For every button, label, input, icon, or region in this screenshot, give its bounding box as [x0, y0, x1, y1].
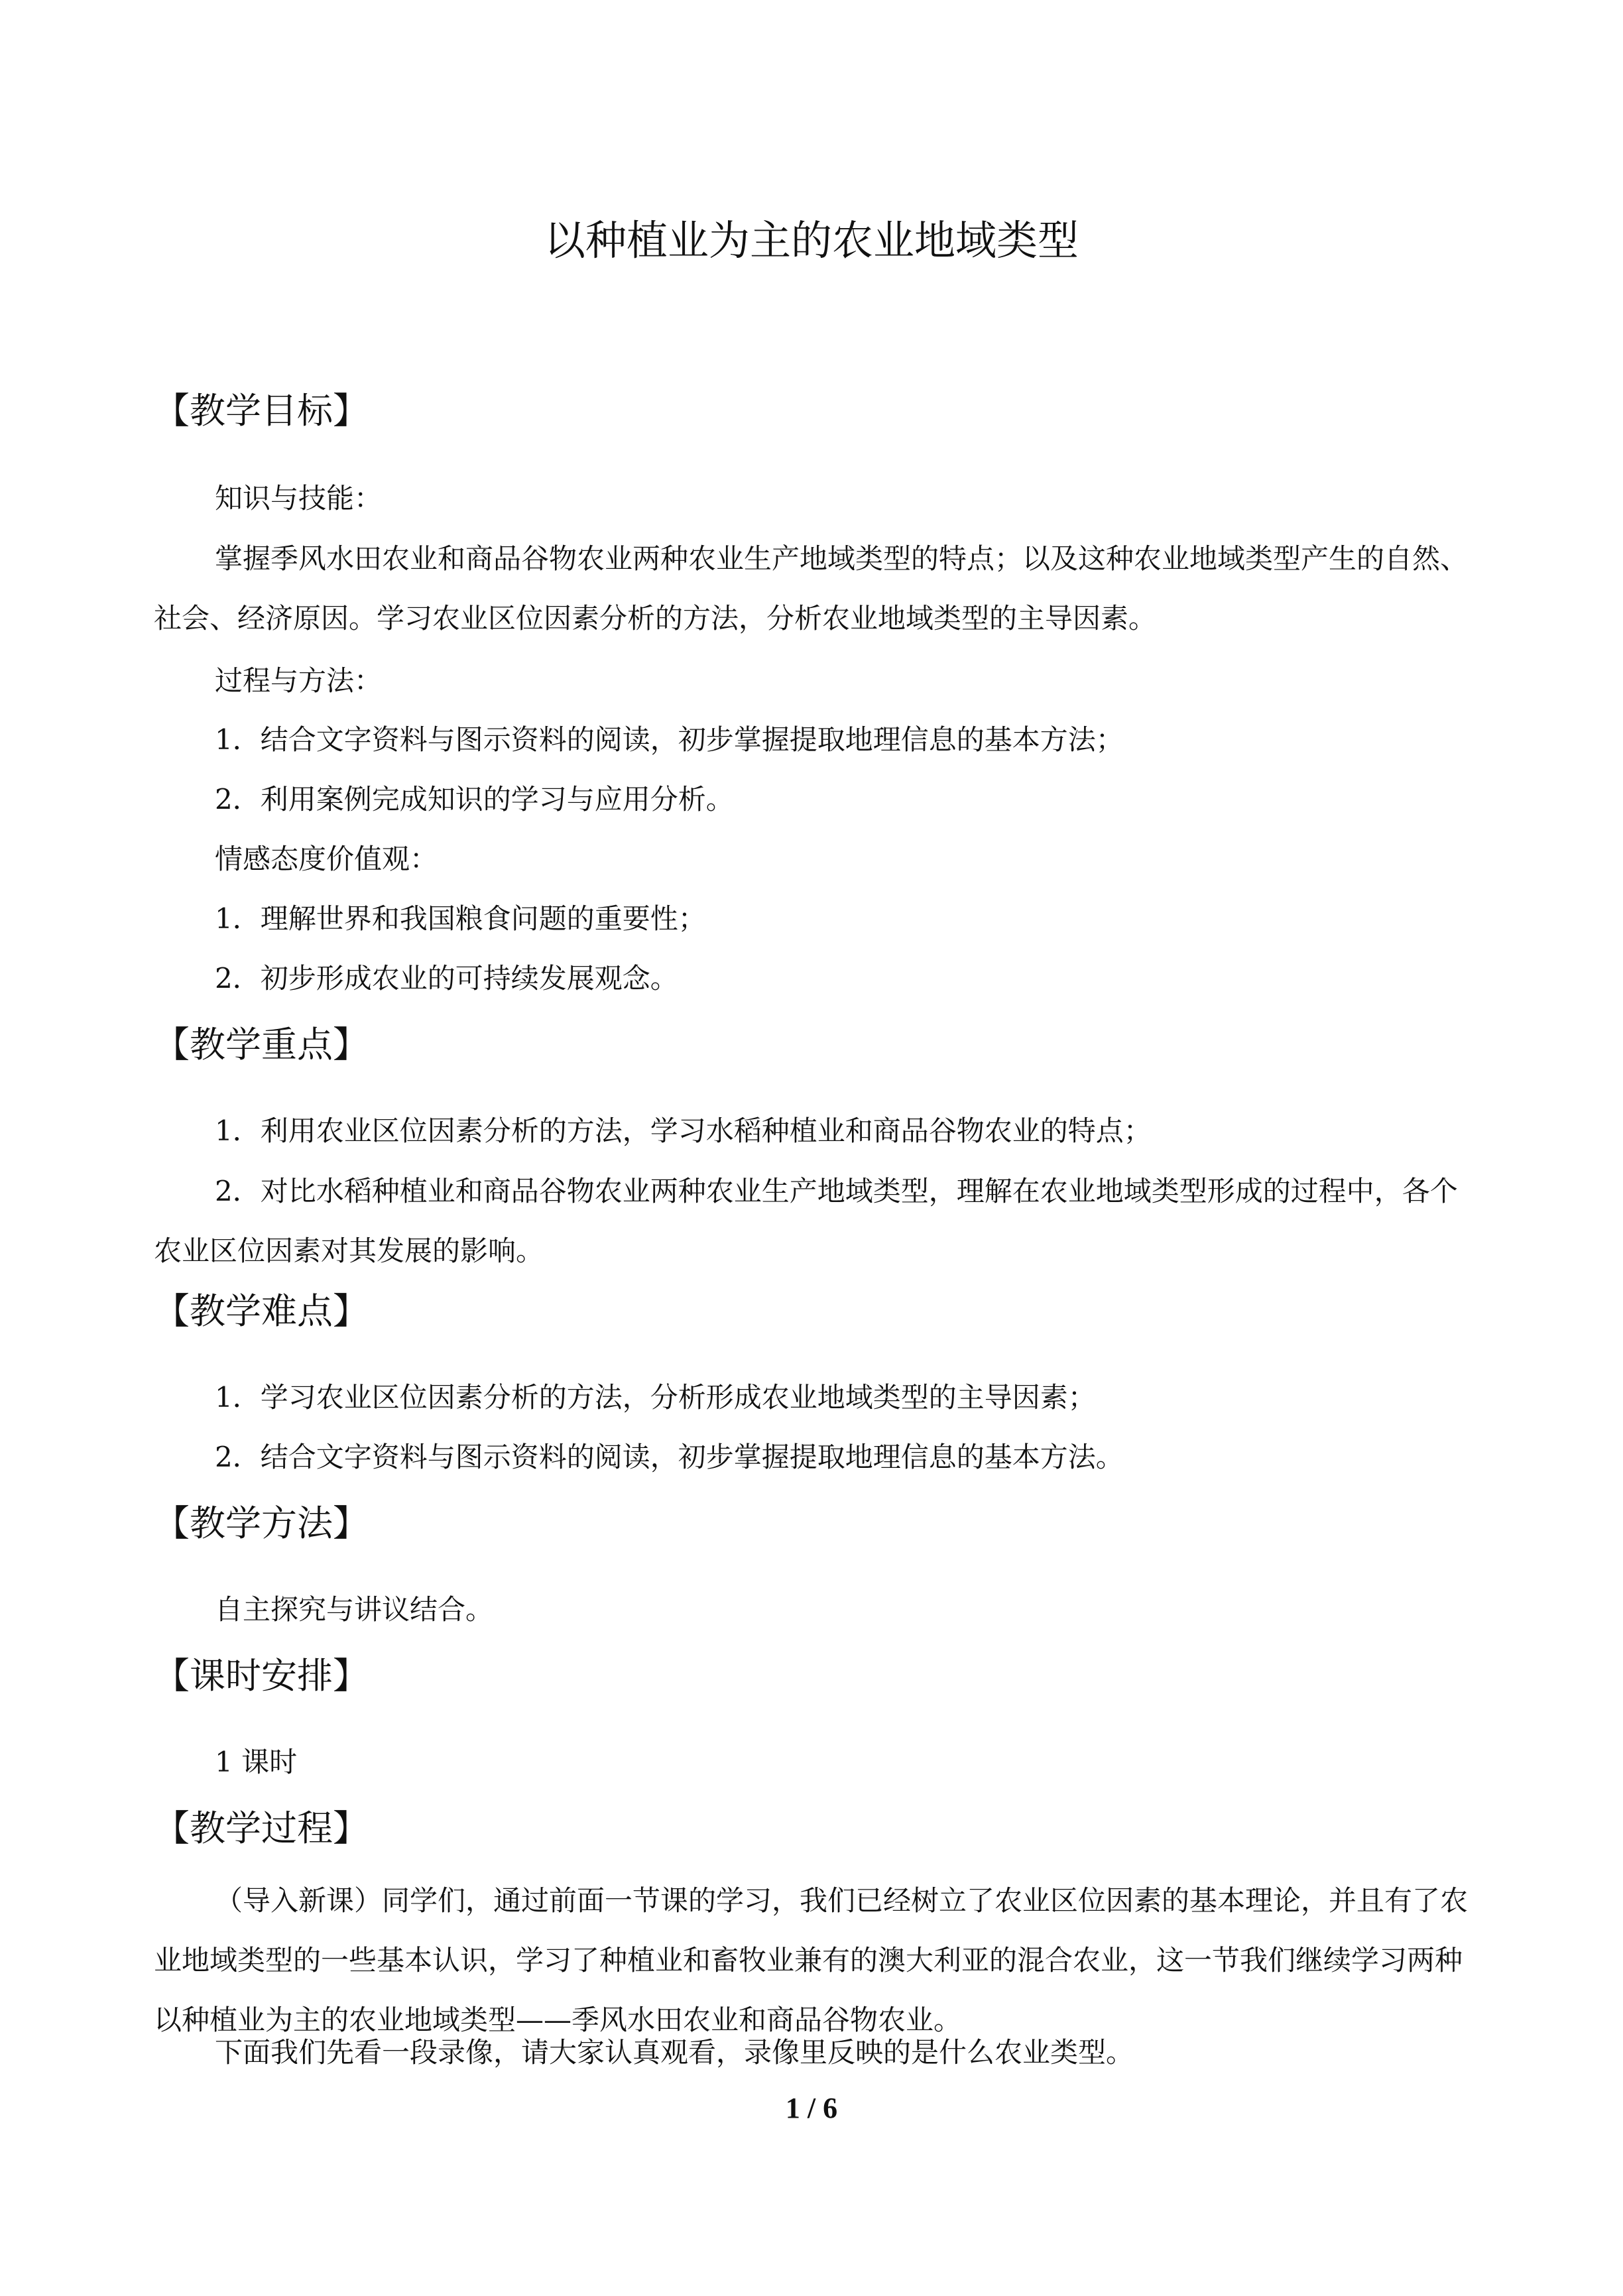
knowledge-label: 知识与技能：	[215, 482, 383, 514]
process-next: 下面我们先看一段录像，请大家认真观看，录像里反映的是什么农业类型。	[215, 2036, 1134, 2069]
knowledge-text: 掌握季风水田农业和商品谷物农业两种农业生产地域类型的特点；以及这种农业地域类型产生的自然、社会、经济原因。学习农业区位因素分析的方法，分析农业地域类型的主导因素。	[154, 542, 1469, 634]
page-title: 以种植业为主的农业地域类型	[544, 216, 1079, 265]
schedule-heading: 【课时安排】	[154, 1655, 369, 1697]
schedule-text: 1 课时	[215, 1746, 298, 1778]
process-heading: 【教学过程】	[154, 1807, 369, 1849]
process-item: 2．利用案例完成知识的学习与应用分析。	[215, 783, 734, 816]
difficulty-item: 2．结合文字资料与图示资料的阅读，初步掌握提取地理信息的基本方法。	[215, 1441, 1124, 1473]
methods-heading: 【教学方法】	[154, 1502, 369, 1544]
page-number: 1 / 6	[785, 2092, 838, 2124]
values-label: 情感态度价值观：	[215, 843, 438, 875]
process-label: 过程与方法：	[215, 664, 383, 697]
methods-text: 自主探究与讲议结合。	[215, 1593, 494, 1626]
objectives-heading: 【教学目标】	[154, 390, 369, 432]
process-intro: （导入新课）同学们，通过前面一节课的学习，我们已经树立了农业区位因素的基本理论，并且有了农业地域类型的一些基本认识，学习了种植业和畜牧业兼有的澳大利亚的混合农业，这一节我们继续学习两种以种植业为主的农业地域类型——季风水田农业和商品谷物农业。	[154, 1884, 1469, 2036]
values-item: 1．理解世界和我国粮食问题的重要性；	[215, 902, 706, 935]
difficulty-item: 1．学习农业区位因素分析的方法，分析形成农业地域类型的主导因素；	[215, 1381, 1096, 1414]
key-point-item: 1．利用农业区位因素分析的方法，学习水稻种植业和商品谷物农业的特点；	[215, 1115, 1152, 1147]
process-item: 1．结合文字资料与图示资料的阅读，初步掌握提取地理信息的基本方法；	[215, 723, 1124, 756]
difficulties-heading: 【教学难点】	[154, 1290, 369, 1332]
values-item: 2．初步形成农业的可持续发展观念。	[215, 962, 678, 995]
key-points-heading: 【教学重点】	[154, 1024, 369, 1065]
key-point-item: 2．对比水稻种植业和商品谷物农业两种农业生产地域类型，理解在农业地域类型形成的过程中，各个农业区位因素对其发展的影响。	[154, 1175, 1458, 1267]
